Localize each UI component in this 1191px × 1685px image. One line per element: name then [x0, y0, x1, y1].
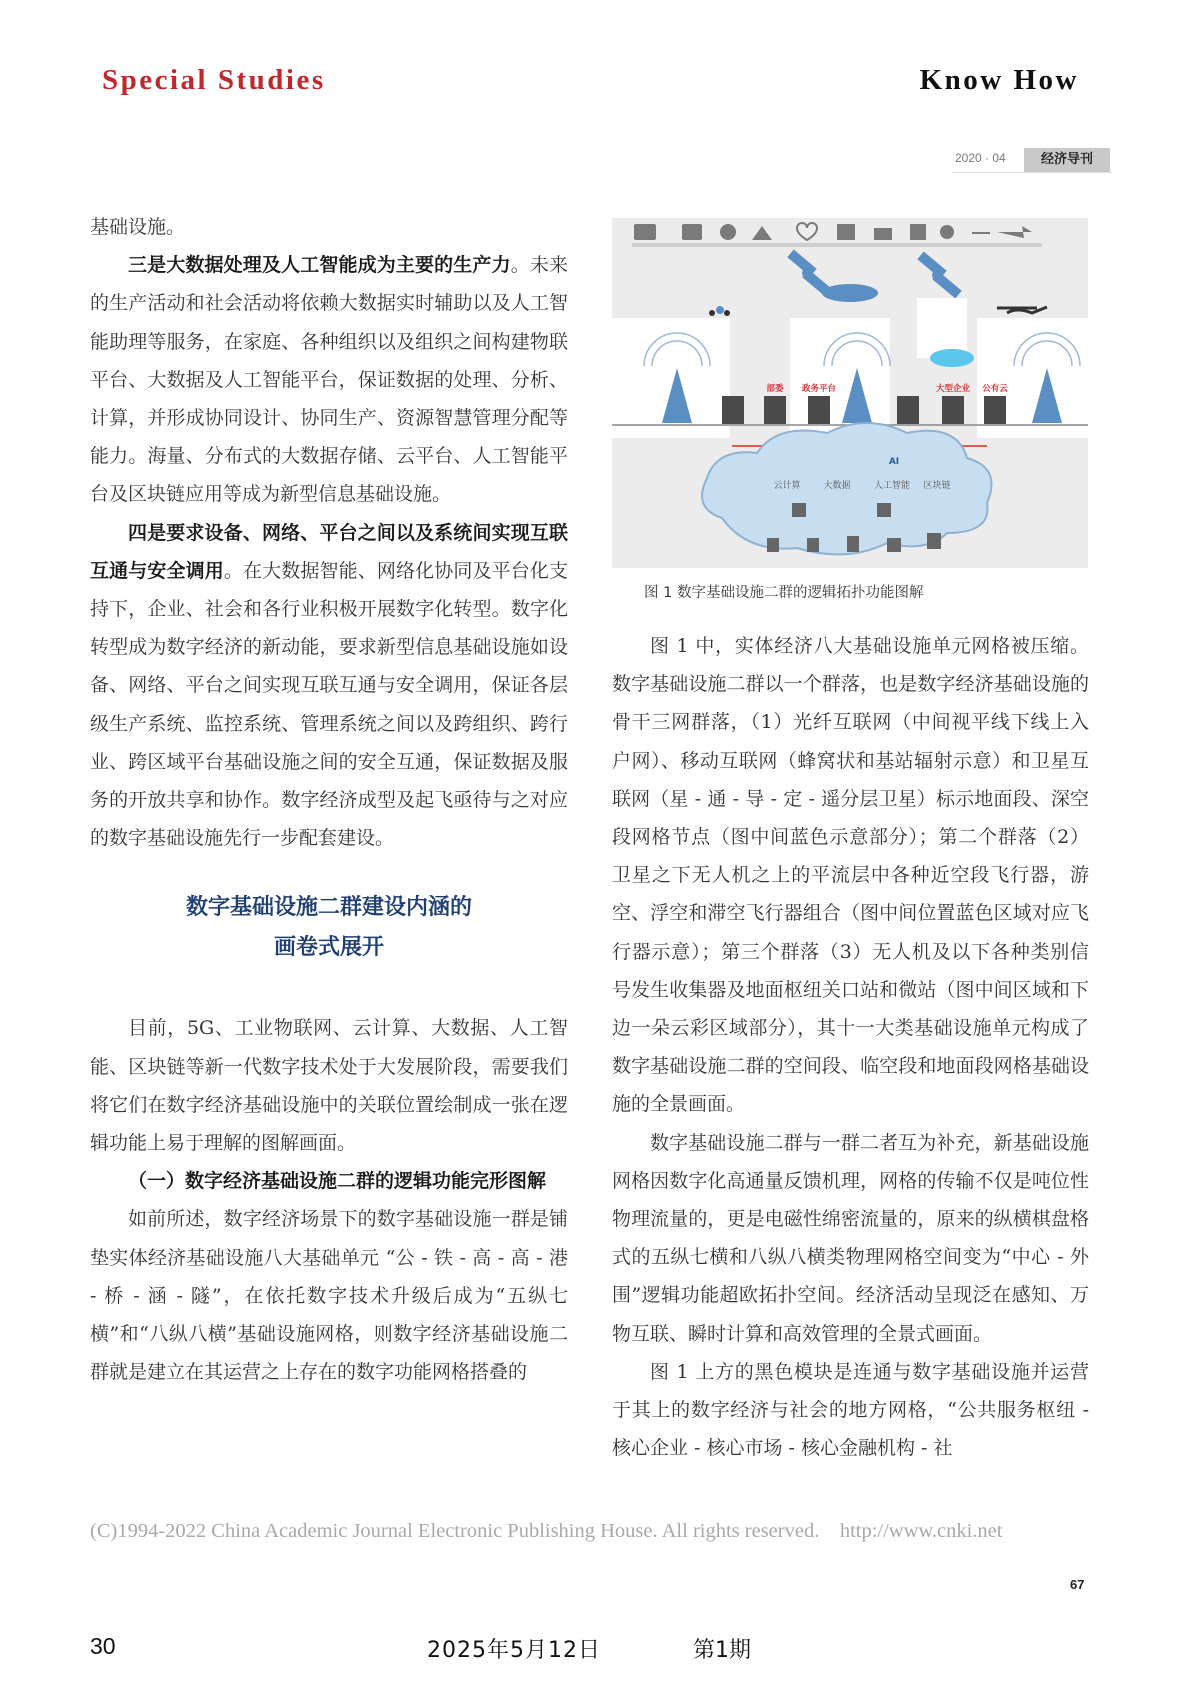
- storage-icon: [847, 536, 859, 552]
- ai-tag: AI: [888, 457, 900, 467]
- database-icon: [887, 538, 901, 552]
- paragraph: [90, 514, 568, 858]
- environment-icon: [940, 225, 954, 239]
- building-label: 大型企业: [935, 384, 971, 394]
- running-header-column: Know How: [919, 64, 1079, 96]
- right-column: [612, 627, 1089, 1467]
- drone-icon: [709, 306, 730, 316]
- subheading: [90, 1162, 568, 1200]
- journal-name-badge: 经济导刊: [1024, 148, 1110, 172]
- emergency-icon: [910, 224, 926, 240]
- section-heading: [90, 887, 568, 967]
- figure-illustration: [612, 218, 1088, 568]
- paragraph: 图 1 中，实体经济八大基础设施单元网格被压缩。数字基础设施二群以一个群落，也是数字经济基础设施的骨干三网群落，（1）光纤互联网（中间视平线下线上入户网）、移动互联网（蜂窝状和基站辐射示意）和卫星互联网（星 - 通 - 导 - 定 - 遥分层卫星）标示地面段、深空段网格节点（图中间蓝色示意部分）；第二个群落（2）卫星之下无人机之上的平流层中各种近空段飞行器，游空、浮空和滞空飞行器组合（图中间位置蓝色区域对应飞行器示意）；第三个群落（3）无人机及以下各种类别信号发生收集器及地面枢纽关口站和微站（图中间区域和下边一朵云彩区域部分），其十一大类基础设施单元构成了数字基础设施二群的空间段、临空段和地面段网格基础设施的全景画面。: [612, 635, 1089, 1116]
- industry-icon: [837, 224, 855, 240]
- figure-1: [612, 218, 1088, 568]
- ellipsis-dash: [972, 232, 990, 234]
- cloud-label: 人工智能: [873, 481, 911, 491]
- section-heading-line: 画卷式展开: [273, 934, 384, 961]
- logistics-icon: [752, 226, 772, 240]
- building-label: 公有云: [982, 384, 1008, 394]
- chip-icon: [877, 503, 891, 517]
- subheading-text: （一）数字经济基础设施二群的逻辑功能完形图解: [128, 1170, 547, 1193]
- cloud-label: 云计算: [773, 481, 801, 491]
- paragraph: 基础设施。: [90, 216, 186, 238]
- gear-icon: [720, 224, 736, 240]
- copyright-watermark: (C)1994-2022 China Academic Journal Electronic Publishing House. All rights reserved. http://www.cnki.net: [90, 1520, 1003, 1542]
- paragraph: 图 1 上方的黑色模块是连通与数字基础设施并运营于其上的数字经济与社会的地方网格，“公共服务枢纽 - 核心企业 - 核心市场 - 核心金融机构 - 社: [612, 1360, 1089, 1460]
- aviation-icon: [997, 226, 1032, 238]
- compute-icon: [792, 503, 806, 517]
- public-building-icon: [634, 224, 656, 240]
- cloud-label: 区块链: [923, 481, 951, 491]
- satellite-icon: [917, 252, 961, 299]
- issue-date: 2020 · 04: [955, 151, 1006, 165]
- storage-icon: [807, 538, 819, 552]
- airship-icon: [822, 284, 878, 302]
- connected-car-icon: [930, 349, 974, 367]
- helicopter-icon: [997, 307, 1047, 313]
- health-icon: [797, 223, 817, 240]
- left-column: [90, 208, 568, 1391]
- finance-icon: [874, 228, 892, 240]
- footer-issue: 第1期: [693, 1638, 751, 1663]
- sector-icons: [634, 223, 1032, 240]
- icon-labels-bar: [632, 243, 1042, 247]
- building-label: 部委: [766, 384, 784, 394]
- footer-number: 30: [90, 1633, 116, 1659]
- storage-icon: [767, 538, 779, 552]
- header-rule: [952, 172, 1112, 173]
- paragraph-text: 。未来的生产活动和社会活动将依赖大数据实时辅助以及人工智能助理等服务，在家庭、各种组织以及组织之间构建物联平台、大数据及人工智能平台，保证数据的处理、分析、计算，并形成协同设计、协同生产、资源智慧管理分配等能力。海量、分布式的大数据存储、云平台、人工智能平台及区块链应用等成为新型信息基础设施。: [90, 254, 568, 506]
- page-number: 67: [1070, 1577, 1085, 1592]
- building-label: 政务平台: [801, 384, 837, 394]
- footer-date: 2025年5月12日: [427, 1638, 601, 1663]
- paragraph: 数字基础设施二群与一群二者互为补充，新基础设施网格因数字化高通量反馈机理，网格的传输不仅是吨位性物理流量的，更是电磁性绵密流量的，原来的纵横棋盘格式的五纵七横和八纵八横类物理网格空间变为“中心 - 外围”逻辑功能超欧拓扑空间。经济活动呈现泛在感知、万物互联、瞬时计算和高效管理的全景式画面。: [612, 1131, 1089, 1345]
- figure-caption: 图 1 数字基础设施二群的逻辑拓扑功能图解: [644, 585, 924, 601]
- database-sync-icon: [927, 533, 941, 549]
- section-heading-line: 数字基础设施二群建设内涵的: [185, 894, 472, 921]
- paragraph: 目前，5G、工业物联网、云计算、大数据、人工智能、区块链等新一代数字技术处于大发展阶段，需要我们将它们在数字经济基础设施中的关联位置绘制成一张在逻辑功能上易于理解的图解画面。: [90, 1017, 568, 1155]
- paragraph-text: 。在大数据智能、网络化协同及平台化支持下，企业、社会和各行业积极开展数字化转型。数字化转型成为数字经济的新动能，要求新型信息基础设施如设备、网络、平台之间实现互联互通与安全调用，保证各层级生产系统、监控系统、管理系统之间以及跨组织、跨行业、跨区域平台基础设施之间的安全互通，保证数据及服务的开放共享和协作。数字经济成型及起飞亟待与之对应的数字基础设施先行一步配套建设。: [90, 559, 568, 850]
- paragraph: 如前所述，数字经济场景下的数字基础设施一群是铺垫实体经济基础设施八大基础单元 “公 - 铁 - 高 - 高 - 港 - 桥 - 涵 - 隧”，在依托数字技术升级后成为“五纵七横”和“八纵八横”基础设施网格，则数字经济基础设施二群就是建立在其运营之上存在的数字功能网格搭叠的: [90, 1208, 568, 1384]
- paragraph-lead: 四是要求设备、网络、平台之间以及系统间实现互联互通与安全调用: [90, 521, 568, 582]
- paragraph-lead: 三是大数据处理及人工智能成为主要的生产力: [128, 254, 511, 277]
- running-header-section: Special Studies: [102, 64, 326, 96]
- paragraph: [90, 246, 568, 513]
- bank-icon: [682, 224, 702, 240]
- cloud-label: 大数据: [823, 481, 851, 491]
